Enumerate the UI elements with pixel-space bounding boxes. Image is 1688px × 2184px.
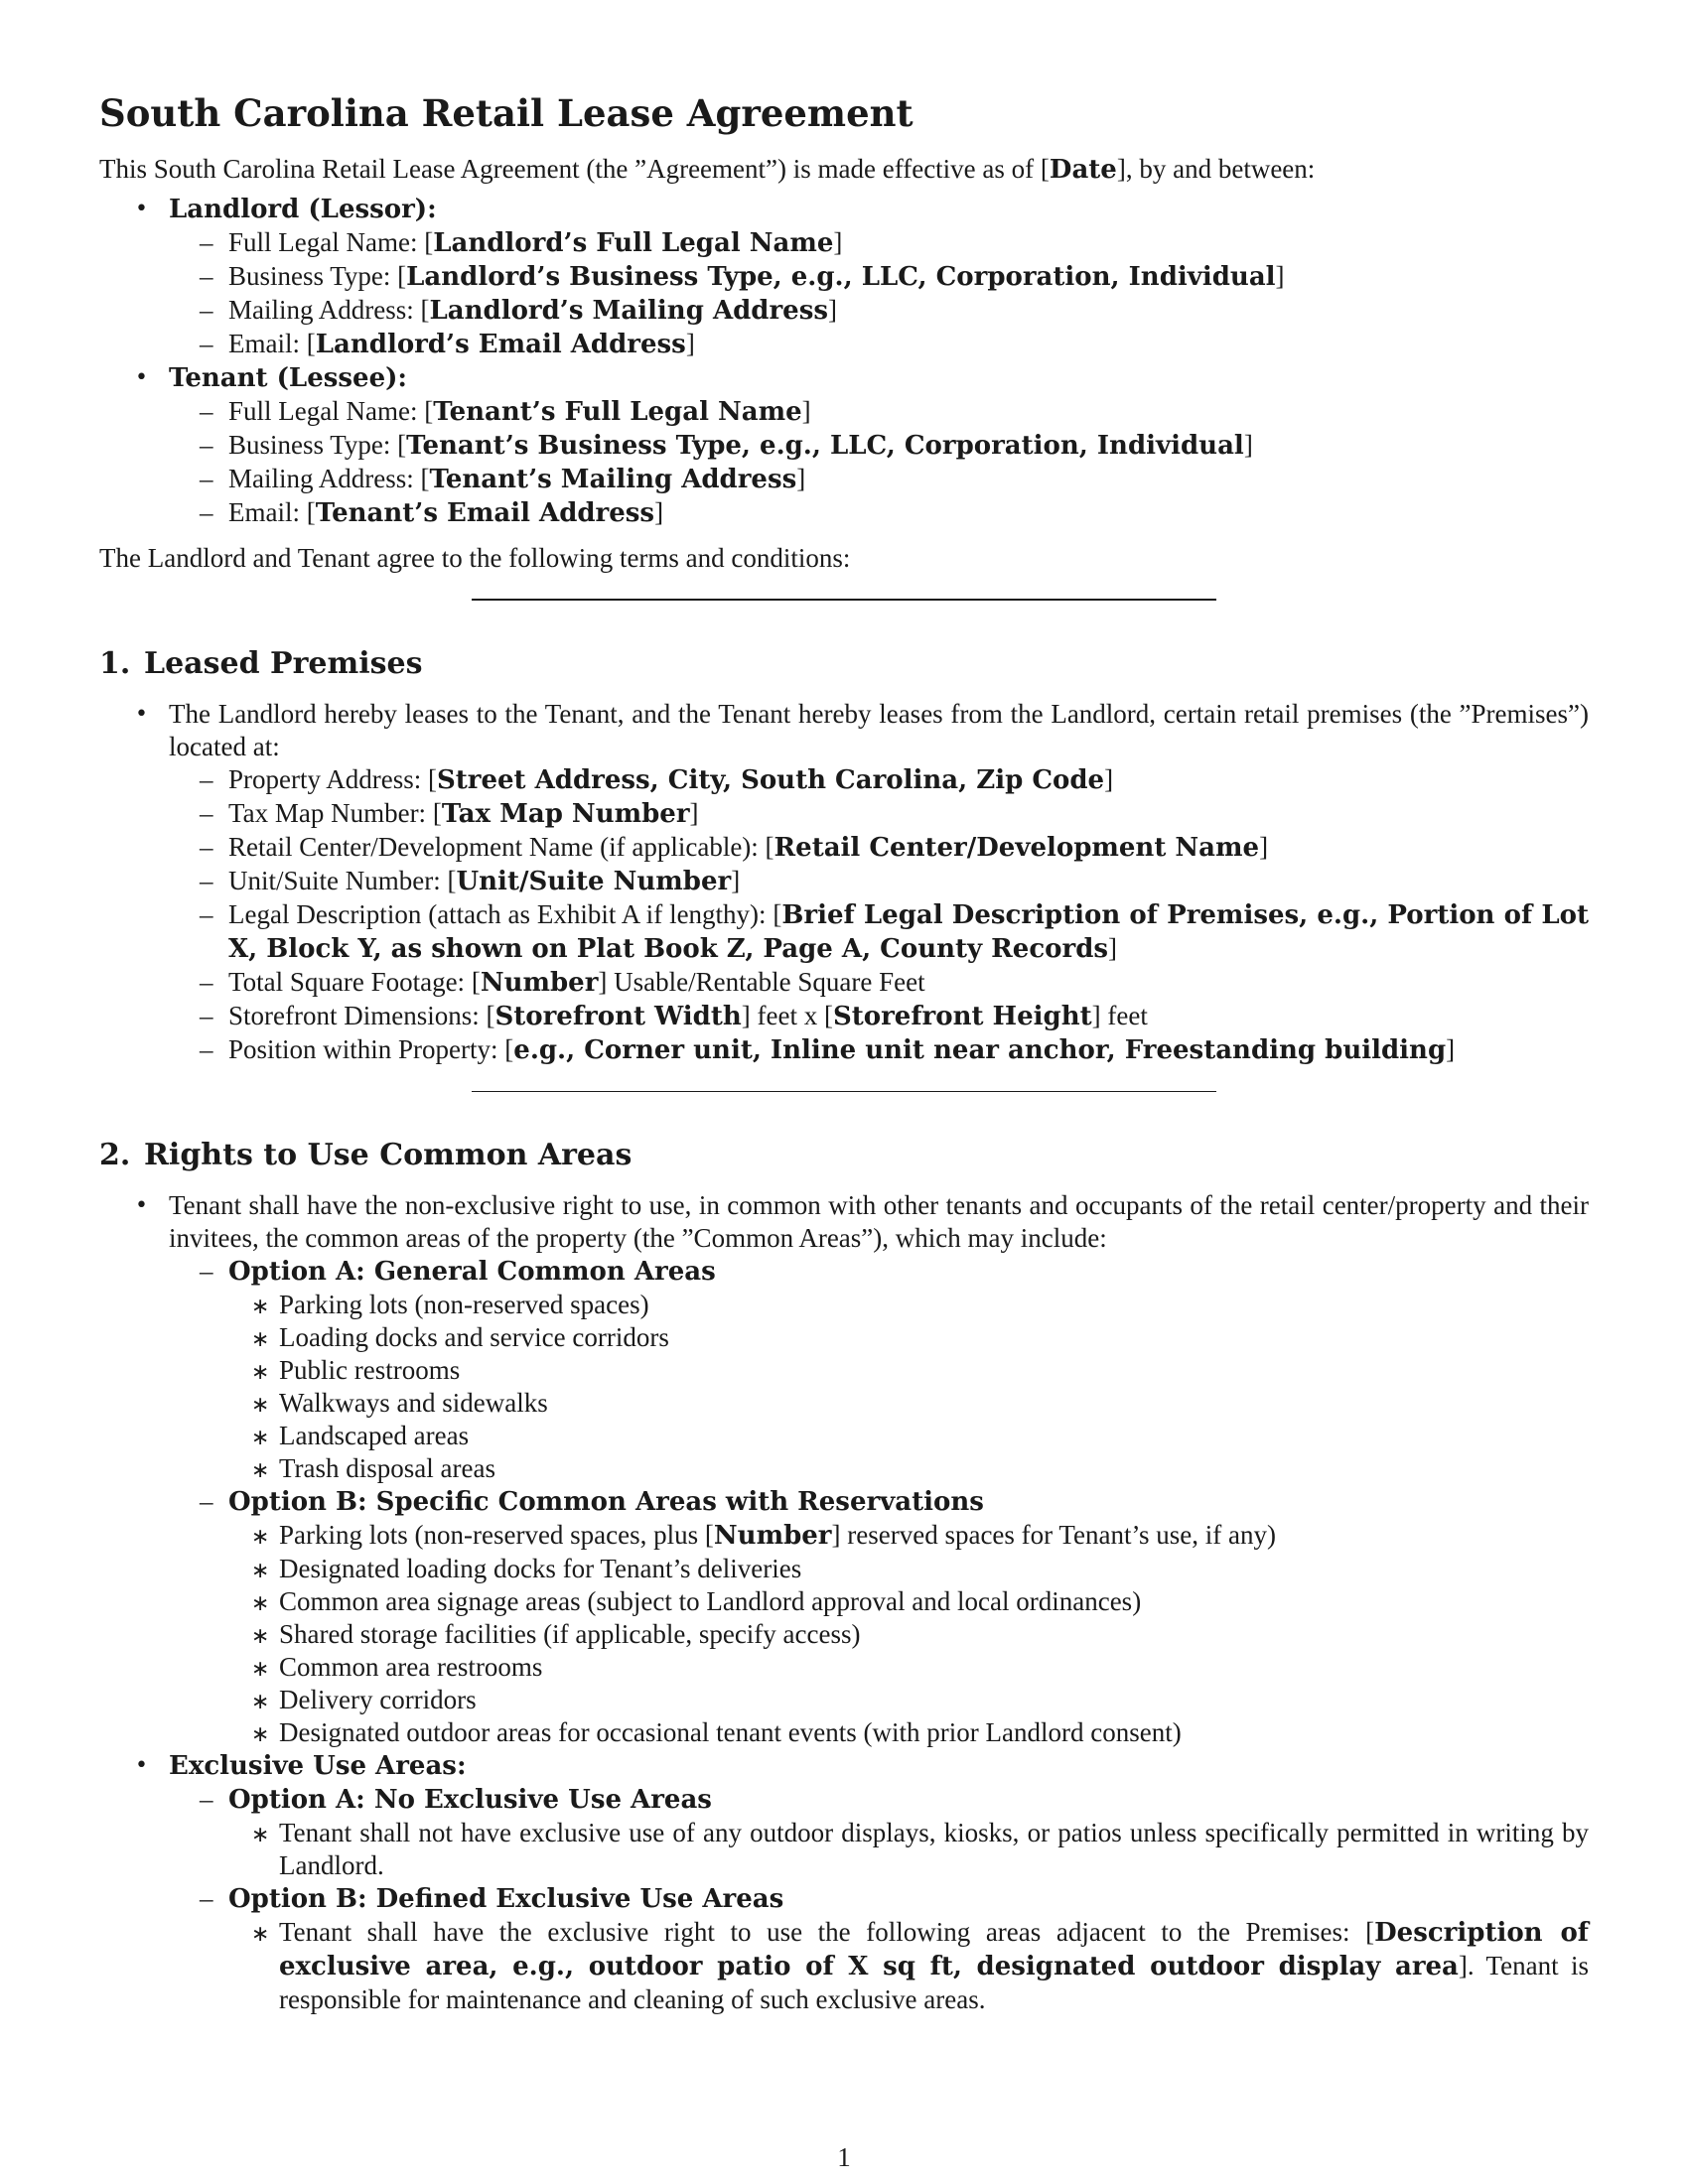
list-item: ∗ Trash disposal areas [228,1452,1589,1485]
landlord-party: • Landlord (Lessor): – Full Legal Name: [Landlord’s Full Legal Name] – Business Type: [Landlord’s Business Type, e.g., LLC, Corporation, Individual] – Mailing Address: [Landlord’s Mailing Address] – Email: [Landlord’s Email Address] [99,193,1589,361]
legal-description-field: – Legal Description (attach as Exhibit A if lengthy): [Brief Legal Description of Premises, e.g., Portion of Lot X, Block Y, as shown on Plat Book Z, Page A, County Records] [169,898,1589,966]
list-item: ∗ Designated loading docks for Tenant’s deliveries [228,1553,1589,1585]
list-item: ∗ Loading docks and service corridors [228,1321,1589,1354]
page-number: 1 [837,2142,851,2172]
document-page [99,89,1589,2016]
leased-premises-item: • The Landlord hereby leases to the Tenant, and the Tenant hereby leases from the Landlord, certain retail premises (the ”Premises”) located at: – Property Address: [Street Address, City, South Carolina, Zip Code] – Tax Map Number: [Tax Map Number] – Retail Center/Development Name (if applicable): [Retail Center/Development Name] – Unit/Suite Number: [Unit/Suite Number] – Legal Description (attach as Exhibit A if lengthy): [Brief Legal Description of Premises, e.g., Portion of Lot X, Block Y, as shown on Plat Book Z, Page A, County Records] – Total Square Footage: [Number] Usable/Rentable Square Feet – Storefront Dimensions: [Storefront Width] feet x [Storefront Height] feet – Position within Property: [e.g., Corner unit, Inline unit near anchor, Freestanding building] [99,698,1589,1067]
storefront-dimensions-field: – Storefront Dimensions: [Storefront Width] feet x [Storefront Height] feet [169,1000,1589,1033]
square-footage-field: – Total Square Footage: [Number] Usable/Rentable Square Feet [169,966,1589,1000]
tenant-business-type-field: – Business Type: [Tenant’s Business Type, e.g., LLC, Corporation, Individual] [169,429,1589,463]
parties-list [99,193,1589,530]
exclusive-option-b: – Option B: Defined Exclusive Use Areas ∗ Tenant shall have the exclusive right to use the following areas adjacent to the Premises: [Description of exclusive area, e.g., outdoor patio of X sq ft, designated outdoor display area]. Tenant is responsible for maintenance and cleaning of such exclusive areas. [169,1882,1589,2016]
list-item: ∗ Public restrooms [228,1354,1589,1387]
list-item: ∗ Tenant shall have the exclusive right to use the following areas adjacent to the Premises: [Description of exclusive area, e.g., outdoor patio of X sq ft, designated outdoor display area]. Tenant is responsible for maintenance and cleaning of such exclusive areas. [228,1916,1589,2016]
section-divider [472,1091,1216,1092]
list-item: ∗ Delivery corridors [228,1684,1589,1716]
document-title: South Carolina Retail Lease Agreement [99,91,914,135]
list-item: ∗ Tenant shall not have exclusive use of any outdoor displays, kiosks, or patios unless specifically permitted in writing by Landlord. [228,1817,1589,1882]
list-item: ∗ Parking lots (non-reserved spaces, plus [Number] reserved spaces for Tenant’s use, if any) [228,1519,1589,1553]
list-item: ∗ Designated outdoor areas for occasional tenant events (with prior Landlord consent) [228,1716,1589,1749]
list-item: ∗ Parking lots (non-reserved spaces) [228,1289,1589,1321]
common-areas-option-b: – Option B: Specific Common Areas with Reservations ∗ Parking lots (non-reserved spaces, plus [Number] reserved spaces for Tenant’s use, if any) ∗ Designated loading docks for Tenant’s deliveries ∗ Common area signage areas (subject to Landlord approval and local ordinances) ∗ Shared storage facilities (if applicable, specify access) ∗ Common area restrooms ∗ Delivery corridors ∗ Designated outdoor areas for occasional tenant events (with prior Landlord consent) [169,1485,1589,1749]
list-item: ∗ Common area signage areas (subject to Landlord approval and local ordinances) [228,1585,1589,1618]
section-2-list [99,1189,1589,2016]
section-2-heading: 2. Rights to Use Common Areas [99,1138,633,1172]
property-address-field: – Property Address: [Street Address, City, South Carolina, Zip Code] [169,763,1589,797]
tenant-email-field: – Email: [Tenant’s Email Address] [169,496,1589,530]
landlord-business-type-field: – Business Type: [Landlord’s Business Type, e.g., LLC, Corporation, Individual] [169,260,1589,294]
agreement-terms-intro: The Landlord and Tenant agree to the following terms and conditions: [99,543,851,573]
tenant-mailing-address-field: – Mailing Address: [Tenant’s Mailing Address] [169,463,1589,496]
list-item: ∗ Shared storage facilities (if applicable, specify access) [228,1618,1589,1651]
section-1-list [99,698,1589,1067]
list-item: ∗ Walkways and sidewalks [228,1387,1589,1420]
common-areas-option-a: – Option A: General Common Areas ∗ Parking lots (non-reserved spaces) ∗ Loading docks and service corridors ∗ Public restrooms ∗ Walkways and sidewalks ∗ Landscaped areas ∗ Trash disposal areas [169,1255,1589,1485]
intro-paragraph: This South Carolina Retail Lease Agreement (the ”Agreement”) is made effective as of [Date], by and between: [99,154,1316,185]
list-item: ∗ Landscaped areas [228,1420,1589,1452]
list-item: ∗ Common area restrooms [228,1651,1589,1684]
section-divider [472,599,1216,601]
landlord-email-field: – Email: [Landlord’s Email Address] [169,328,1589,361]
landlord-name-field: – Full Legal Name: [Landlord’s Full Legal Name] [169,226,1589,260]
tenant-party: • Tenant (Lessee): – Full Legal Name: [Tenant’s Full Legal Name] – Business Type: [Tenant’s Business Type, e.g., LLC, Corporation, Individual] – Mailing Address: [Tenant’s Mailing Address] – Email: [Tenant’s Email Address] [99,361,1589,530]
date-placeholder: Date [1049,155,1117,185]
tenant-name-field: – Full Legal Name: [Tenant’s Full Legal Name] [169,395,1589,429]
position-within-property-field: – Position within Property: [e.g., Corner unit, Inline unit near anchor, Freestanding building] [169,1033,1589,1067]
exclusive-option-a: – Option A: No Exclusive Use Areas ∗ Tenant shall not have exclusive use of any outdoor displays, kiosks, or patios unless specifically permitted in writing by Landlord. [169,1783,1589,1882]
unit-suite-number-field: – Unit/Suite Number: [Unit/Suite Number] [169,865,1589,898]
section-1-heading: 1. Leased Premises [99,646,423,681]
retail-center-name-field: – Retail Center/Development Name (if applicable): [Retail Center/Development Name] [169,831,1589,865]
landlord-mailing-address-field: – Mailing Address: [Landlord’s Mailing Address] [169,294,1589,328]
common-areas-item: • Tenant shall have the non-exclusive right to use, in common with other tenants and occupants of the retail center/property and their invitees, the common areas of the property (the ”Common Areas”), which may include: – Option A: General Common Areas ∗ Parking lots (non-reserved spaces) ∗ Loading docks and service corridors ∗ Public restrooms ∗ Walkways and sidewalks ∗ Landscaped areas ∗ Trash disposal areas – Option B: Specific Common Areas with Reservations ∗ Parking lots (non-reserved spaces, plus [Number] reserved spaces for Tenant’s use, if any) ∗ Designated loading docks for Tenant’s deliveries ∗ Common area signage areas (subject to Landlord approval and local ordinances) ∗ Shared storage facilities (if applicable, specify access) ∗ Common area restrooms ∗ Delivery corridors ∗ Designated outdoor areas for occasional tenant events (with prior Landlord consent) [99,1189,1589,1749]
exclusive-use-areas-item: • Exclusive Use Areas: – Option A: No Exclusive Use Areas ∗ Tenant shall not have exclusive use of any outdoor displays, kiosks, or patios unless specifically permitted in writing by Landlord. – Option B: Defined Exclusive Use Areas ∗ Tenant shall have the exclusive right to use the following areas adjacent to the Premises: [Description of exclusive area, e.g., outdoor patio of X sq ft, designated outdoor display area]. Tenant is responsible for maintenance and cleaning of such exclusive areas. [99,1749,1589,2016]
tax-map-number-field: – Tax Map Number: [Tax Map Number] [169,797,1589,831]
